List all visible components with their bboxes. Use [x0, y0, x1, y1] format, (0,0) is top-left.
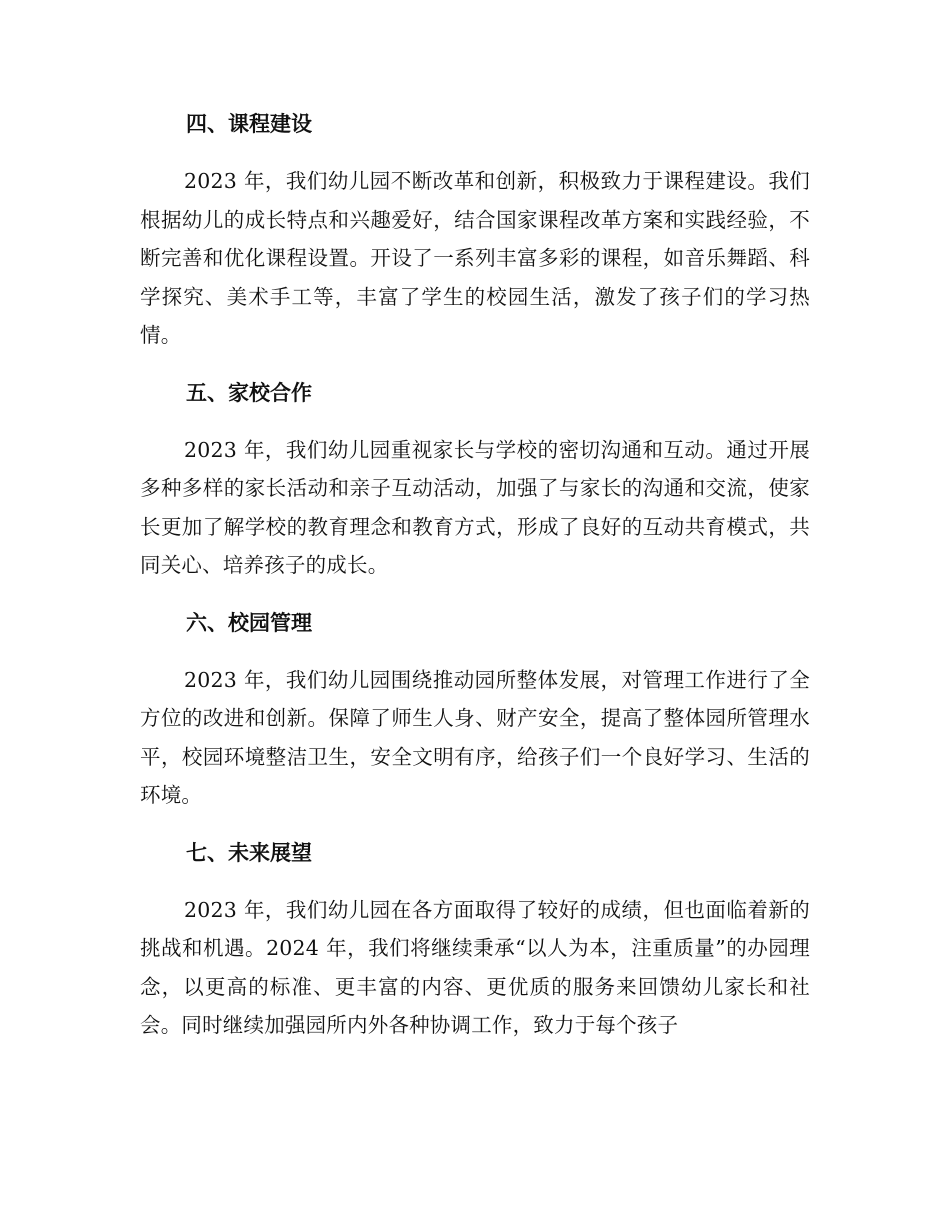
- section-paragraph-curriculum: 2023 年，我们幼儿园不断改革和创新，积极致力于课程建设。我们根据幼儿的成长特点和兴趣爱好，结合国家课程改革方案和实践经验，不断完善和优化课程设置。开设了一系列丰富多彩的课程，如音乐舞蹈、科学探究、美术手工等，丰富了学生的校园生活，激发了孩子们的学习热情。: [140, 169, 810, 347]
- document-page: [140, 104, 810, 1045]
- section-paragraph-campus-management: 2023 年，我们幼儿园围绕推动园所整体发展，对管理工作进行了全方位的改进和创新。保障了师生人身、财产安全，提高了整体园所管理水平，校园环境整洁卫生，安全文明有序，给孩子们一个良好学习、生活的环境。: [140, 667, 810, 807]
- section-heading-home-school: 五、家校合作: [186, 379, 312, 405]
- section-heading-future-outlook: 七、未来展望: [186, 839, 312, 865]
- section-paragraph-home-school: 2023 年，我们幼儿园重视家长与学校的密切沟通和互动。通过开展多种多样的家长活动和亲子互动活动，加强了与家长的沟通和交流，使家长更加了解学校的教育理念和教育方式，形成了良好的互动共育模式，共同关心、培养孩子的成长。: [140, 437, 810, 577]
- section-heading-curriculum: 四、课程建设: [186, 111, 312, 136]
- section-heading-campus-management: 六、校园管理: [186, 609, 312, 635]
- section-paragraph-future-outlook: 2023 年，我们幼儿园在各方面取得了较好的成绩，但也面临着新的挑战和机遇。2024 年，我们将继续秉承“以人为本，注重质量”的办园理念，以更高的标准、更丰富的内容、更优质的服务来回馈幼儿家长和社会。同时继续加强园所内外各种协调工作，致力于每个孩子: [140, 897, 810, 1037]
